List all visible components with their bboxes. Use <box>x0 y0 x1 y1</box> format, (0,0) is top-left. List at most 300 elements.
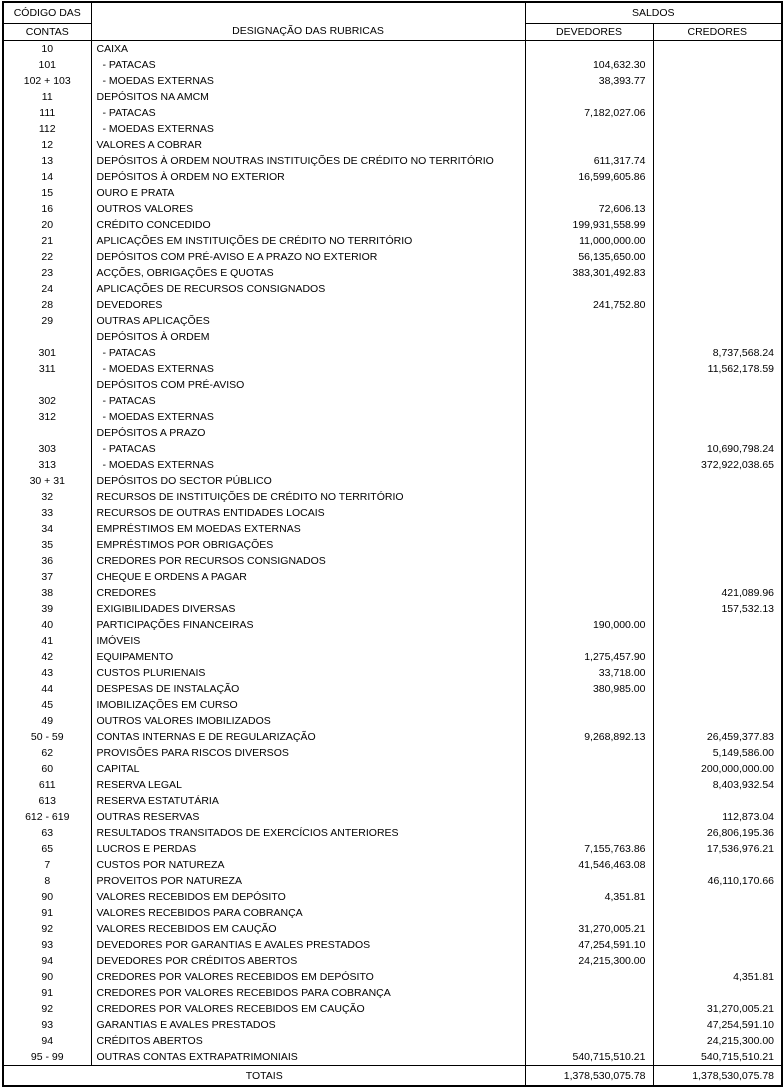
account-code-cell: 14 <box>41 171 54 183</box>
account-code-cell <box>3 425 91 441</box>
table-row <box>3 473 782 489</box>
devedores-cell <box>525 633 653 649</box>
balance-table <box>2 1 783 1087</box>
devedores-cell: 241,752.80 <box>525 297 653 313</box>
devedores-cell: 41,546,463.08 <box>525 857 653 873</box>
devedores-cell: 383,301,492.83 <box>525 265 653 281</box>
table-row <box>3 585 782 601</box>
credores-cell: 47,254,591.10 <box>653 1017 782 1033</box>
table-row <box>3 665 782 681</box>
designation-cell: CONTAS INTERNAS E DE REGULARIZAÇÃO <box>91 729 525 745</box>
code-column-header-line2: CONTAS <box>3 24 91 41</box>
designation-cell: OURO E PRATA <box>91 185 525 201</box>
credores-cell <box>653 105 782 121</box>
account-code-cell: 11 <box>41 91 53 103</box>
credores-cell: 157,532.13 <box>653 601 782 617</box>
table-row <box>3 953 782 969</box>
table-row <box>3 265 782 281</box>
credores-cell <box>653 169 782 185</box>
credores-cell <box>653 377 782 393</box>
credores-cell <box>653 313 782 329</box>
table-row <box>3 1017 782 1033</box>
credores-cell <box>653 201 782 217</box>
table-row <box>3 729 782 745</box>
credores-cell: 421,089.96 <box>653 585 782 601</box>
account-code-cell: 44 <box>41 683 54 695</box>
table-row <box>3 825 782 841</box>
credores-cell: 112,873.04 <box>653 809 782 825</box>
credores-cell: 17,536,976.21 <box>653 841 782 857</box>
account-code-cell: 101 <box>38 59 57 71</box>
devedores-cell: 1,275,457.90 <box>525 649 653 665</box>
designation-cell: DEPÓSITOS A PRAZO <box>91 425 525 441</box>
devedores-cell <box>525 777 653 793</box>
devedores-cell: 4,351.81 <box>525 889 653 905</box>
designation-cell: EMPRÉSTIMOS EM MOEDAS EXTERNAS <box>91 521 525 537</box>
table-row <box>3 137 782 153</box>
account-code-cell: 32 <box>41 491 54 503</box>
account-code-cell: 21 <box>41 235 54 247</box>
account-code-cell: 28 <box>41 299 54 311</box>
devedores-column-header: DEVEDORES <box>525 24 653 41</box>
devedores-cell: 7,155,763.86 <box>525 841 653 857</box>
table-row <box>3 457 782 473</box>
devedores-cell <box>525 761 653 777</box>
table-row <box>3 521 782 537</box>
totals-row <box>3 1066 782 1087</box>
designation-cell: - PATACAS <box>91 57 525 73</box>
account-code-cell: 36 <box>41 555 54 567</box>
designation-cell: - PATACAS <box>91 105 525 121</box>
table-row <box>3 569 782 585</box>
credores-cell <box>653 889 782 905</box>
code-column-header-line1: CÓDIGO DAS <box>3 2 91 24</box>
credores-cell <box>653 921 782 937</box>
account-code-cell: 303 <box>38 443 57 455</box>
devedores-cell <box>525 713 653 729</box>
account-code-cell: 41 <box>41 635 54 647</box>
credores-cell: 5,149,586.00 <box>653 745 782 761</box>
credores-cell: 10,690,798.24 <box>653 441 782 457</box>
devedores-cell <box>525 793 653 809</box>
designation-cell: CHEQUE E ORDENS A PAGAR <box>91 569 525 585</box>
table-row <box>3 745 782 761</box>
devedores-cell <box>525 697 653 713</box>
devedores-cell: 11,000,000.00 <box>525 233 653 249</box>
credores-cell <box>653 121 782 137</box>
account-code-cell: 62 <box>41 747 54 759</box>
devedores-cell <box>525 409 653 425</box>
designation-cell: RECURSOS DE OUTRAS ENTIDADES LOCAIS <box>91 505 525 521</box>
designation-cell: VALORES RECEBIDOS EM CAUÇÃO <box>91 921 525 937</box>
designation-cell: ACÇÕES, OBRIGAÇÕES E QUOTAS <box>91 265 525 281</box>
devedores-cell: 611,317.74 <box>525 153 653 169</box>
credores-cell <box>653 617 782 633</box>
designation-cell: LUCROS E PERDAS <box>91 841 525 857</box>
devedores-cell <box>525 745 653 761</box>
account-code-cell: 33 <box>41 507 54 519</box>
table-row <box>3 697 782 713</box>
table-row <box>3 681 782 697</box>
account-code-cell: 40 <box>41 619 54 631</box>
account-code-cell: 49 <box>41 715 54 727</box>
designation-cell: OUTRAS APLICAÇÕES <box>91 313 525 329</box>
table-row <box>3 985 782 1001</box>
devedores-cell <box>525 1017 653 1033</box>
designation-cell: CREDORES <box>91 585 525 601</box>
account-code-cell: 24 <box>41 283 54 295</box>
credores-cell <box>653 985 782 1001</box>
credores-cell <box>653 489 782 505</box>
devedores-cell <box>525 809 653 825</box>
account-code-cell: 313 <box>38 459 57 471</box>
credores-cell <box>653 473 782 489</box>
designation-cell: PARTICIPAÇÕES FINANCEIRAS <box>91 617 525 633</box>
designation-cell: OUTRAS RESERVAS <box>91 809 525 825</box>
designation-cell: - PATACAS <box>91 441 525 457</box>
account-code-cell: 45 <box>41 699 54 711</box>
credores-cell <box>653 713 782 729</box>
devedores-cell <box>525 585 653 601</box>
table-row <box>3 185 782 201</box>
designation-cell: DEPÓSITOS COM PRÉ-AVISO <box>91 377 525 393</box>
designation-cell: DEPÓSITOS COM PRÉ-AVISO E A PRAZO NO EXTERIOR <box>91 249 525 265</box>
designation-cell: CUSTOS PLURIENAIS <box>91 665 525 681</box>
devedores-cell <box>525 601 653 617</box>
credores-cell <box>653 665 782 681</box>
account-code-cell: 611 <box>38 779 56 791</box>
account-code-cell: 30 + 31 <box>29 475 65 487</box>
account-code-cell: 60 <box>41 763 54 775</box>
account-code-cell: 35 <box>41 539 54 551</box>
designation-cell: EMPRÉSTIMOS POR OBRIGAÇÕES <box>91 537 525 553</box>
credores-cell <box>653 409 782 425</box>
credores-cell <box>653 57 782 73</box>
designation-cell: EQUIPAMENTO <box>91 649 525 665</box>
credores-cell: 4,351.81 <box>653 969 782 985</box>
account-code-cell <box>3 377 91 393</box>
table-row <box>3 217 782 233</box>
designation-cell: CRÉDITOS ABERTOS <box>91 1033 525 1049</box>
designation-cell: APLICAÇÕES EM INSTITUIÇÕES DE CRÉDITO NO TERRITÓRIO <box>91 233 525 249</box>
account-code-cell: 301 <box>38 347 57 359</box>
designation-cell: VALORES RECEBIDOS PARA COBRANÇA <box>91 905 525 921</box>
designation-cell: - PATACAS <box>91 393 525 409</box>
designation-cell: OUTRAS CONTAS EXTRAPATRIMONIAIS <box>91 1049 525 1066</box>
credores-cell: 46,110,170.66 <box>653 873 782 889</box>
credores-cell: 26,806,195.36 <box>653 825 782 841</box>
credores-cell <box>653 937 782 953</box>
account-code-cell: 50 - 59 <box>30 731 64 743</box>
account-code-cell: 34 <box>41 523 54 535</box>
devedores-cell: 199,931,558.99 <box>525 217 653 233</box>
account-code-cell: 8 <box>44 875 51 887</box>
devedores-cell: 7,182,027.06 <box>525 105 653 121</box>
table-row <box>3 377 782 393</box>
table-row <box>3 169 782 185</box>
designation-cell: CREDORES POR VALORES RECEBIDOS EM CAUÇÃO <box>91 1001 525 1017</box>
account-code-cell: 38 <box>41 587 54 599</box>
devedores-cell: 104,632.30 <box>525 57 653 73</box>
devedores-cell <box>525 89 653 105</box>
credores-cell <box>653 217 782 233</box>
devedores-cell <box>525 313 653 329</box>
devedores-cell <box>525 41 653 58</box>
designation-column-header: DESIGNAÇÃO DAS RUBRICAS <box>91 2 525 41</box>
account-code-cell: 312 <box>38 411 57 423</box>
devedores-cell <box>525 425 653 441</box>
designation-cell: CREDORES POR VALORES RECEBIDOS PARA COBRANÇA <box>91 985 525 1001</box>
devedores-cell: 16,599,605.86 <box>525 169 653 185</box>
account-code-cell: 13 <box>41 155 54 167</box>
account-code-cell: 93 <box>41 939 54 951</box>
credores-cell: 26,459,377.83 <box>653 729 782 745</box>
devedores-cell <box>525 489 653 505</box>
account-code-cell <box>3 329 91 345</box>
table-row <box>3 297 782 313</box>
table-footer <box>3 1066 782 1087</box>
devedores-cell <box>525 505 653 521</box>
table-row <box>3 937 782 953</box>
table-header <box>3 2 782 41</box>
designation-cell: - PATACAS <box>91 345 525 361</box>
credores-cell: 200,000,000.00 <box>653 761 782 777</box>
table-row <box>3 1033 782 1049</box>
account-code-cell: 23 <box>41 267 54 279</box>
account-code-cell: 29 <box>41 315 54 327</box>
table-row <box>3 1001 782 1017</box>
devedores-cell: 190,000.00 <box>525 617 653 633</box>
designation-cell: DEPÓSITOS À ORDEM NOUTRAS INSTITUIÇÕES DE CRÉDITO NO TERRITÓRIO <box>91 153 525 169</box>
table-row <box>3 489 782 505</box>
designation-cell: DEPÓSITOS À ORDEM <box>91 329 525 345</box>
devedores-cell <box>525 537 653 553</box>
account-code-cell: 311 <box>38 363 56 375</box>
devedores-cell <box>525 553 653 569</box>
saldos-group-header: SALDOS <box>525 2 782 24</box>
account-code-cell: 90 <box>41 891 54 903</box>
account-code-cell: 92 <box>41 923 54 935</box>
account-code-cell: 94 <box>41 1035 54 1047</box>
totals-credores-value: 1,378,530,075.78 <box>653 1066 782 1087</box>
credores-cell <box>653 425 782 441</box>
account-code-cell: 42 <box>41 651 54 663</box>
credores-cell <box>653 905 782 921</box>
account-code-cell: 10 <box>41 43 54 55</box>
account-code-cell: 65 <box>41 843 54 855</box>
table-row <box>3 761 782 777</box>
account-code-cell: 92 <box>41 1003 54 1015</box>
table-row <box>3 969 782 985</box>
designation-cell: - MOEDAS EXTERNAS <box>91 121 525 137</box>
devedores-cell: 31,270,005.21 <box>525 921 653 937</box>
rows-body <box>3 41 782 1066</box>
designation-cell: IMOBILIZAÇÕES EM CURSO <box>91 697 525 713</box>
credores-cell: 372,922,038.65 <box>653 457 782 473</box>
header-row-1 <box>3 2 782 24</box>
account-code-cell: 22 <box>41 251 54 263</box>
credores-cell <box>653 281 782 297</box>
table-row <box>3 329 782 345</box>
table-row <box>3 233 782 249</box>
credores-cell: 540,715,510.21 <box>653 1049 782 1066</box>
credores-cell: 8,403,932.54 <box>653 777 782 793</box>
account-code-cell: 90 <box>41 971 54 983</box>
devedores-cell: 9,268,892.13 <box>525 729 653 745</box>
table-row <box>3 553 782 569</box>
designation-cell: DEVEDORES <box>91 297 525 313</box>
credores-cell <box>653 329 782 345</box>
devedores-cell: 47,254,591.10 <box>525 937 653 953</box>
account-code-cell: 12 <box>41 139 54 151</box>
table-row <box>3 441 782 457</box>
table-row <box>3 713 782 729</box>
designation-cell: RESERVA LEGAL <box>91 777 525 793</box>
table-row <box>3 249 782 265</box>
credores-cell <box>653 185 782 201</box>
devedores-cell: 540,715,510.21 <box>525 1049 653 1066</box>
table-row <box>3 777 782 793</box>
account-code-cell: 7 <box>44 859 51 871</box>
table-row <box>3 393 782 409</box>
designation-cell: CREDORES POR RECURSOS CONSIGNADOS <box>91 553 525 569</box>
table-row <box>3 793 782 809</box>
table-row <box>3 281 782 297</box>
credores-cell <box>653 953 782 969</box>
devedores-cell: 24,215,300.00 <box>525 953 653 969</box>
devedores-cell <box>525 1001 653 1017</box>
designation-cell: - MOEDAS EXTERNAS <box>91 457 525 473</box>
devedores-cell <box>525 457 653 473</box>
table-row <box>3 649 782 665</box>
account-code-cell: 112 <box>38 123 56 135</box>
devedores-cell <box>525 569 653 585</box>
table-row <box>3 537 782 553</box>
account-code-cell: 94 <box>41 955 54 967</box>
devedores-cell <box>525 345 653 361</box>
account-code-cell: 37 <box>41 571 54 583</box>
designation-cell: CREDORES POR VALORES RECEBIDOS EM DEPÓSITO <box>91 969 525 985</box>
designation-cell: IMÓVEIS <box>91 633 525 649</box>
credores-cell <box>653 73 782 89</box>
designation-cell: VALORES RECEBIDOS EM DEPÓSITO <box>91 889 525 905</box>
devedores-cell: 72,606.13 <box>525 201 653 217</box>
table-row <box>3 121 782 137</box>
credores-cell <box>653 537 782 553</box>
account-code-cell: 16 <box>41 203 54 215</box>
credores-cell <box>653 89 782 105</box>
devedores-cell <box>525 825 653 841</box>
credores-cell <box>653 697 782 713</box>
credores-cell <box>653 857 782 873</box>
devedores-cell: 38,393.77 <box>525 73 653 89</box>
credores-cell <box>653 153 782 169</box>
credores-cell <box>653 297 782 313</box>
table-row <box>3 633 782 649</box>
devedores-cell: 56,135,650.00 <box>525 249 653 265</box>
table-row <box>3 361 782 377</box>
account-code-cell: 612 - 619 <box>25 811 70 823</box>
account-code-cell: 93 <box>41 1019 54 1031</box>
designation-cell: CAPITAL <box>91 761 525 777</box>
account-code-cell: 111 <box>39 107 56 119</box>
credores-cell <box>653 793 782 809</box>
credores-cell <box>653 137 782 153</box>
devedores-cell <box>525 329 653 345</box>
account-code-cell: 102 + 103 <box>23 75 71 87</box>
credores-column-header: CREDORES <box>653 24 782 41</box>
table-row <box>3 201 782 217</box>
devedores-cell: 33,718.00 <box>525 665 653 681</box>
table-row <box>3 153 782 169</box>
account-code-cell: 39 <box>41 603 54 615</box>
table-row <box>3 1049 782 1066</box>
credores-cell <box>653 569 782 585</box>
designation-cell: APLICAÇÕES DE RECURSOS CONSIGNADOS <box>91 281 525 297</box>
credores-cell: 31,270,005.21 <box>653 1001 782 1017</box>
devedores-cell <box>525 521 653 537</box>
account-code-cell: 20 <box>41 219 54 231</box>
table-row <box>3 89 782 105</box>
table-row <box>3 905 782 921</box>
devedores-cell <box>525 361 653 377</box>
devedores-cell <box>525 281 653 297</box>
designation-cell: RESERVA ESTATUTÁRIA <box>91 793 525 809</box>
designation-cell: DEPÓSITOS NA AMCM <box>91 89 525 105</box>
designation-cell: RECURSOS DE INSTITUIÇÕES DE CRÉDITO NO TERRITÓRIO <box>91 489 525 505</box>
credores-cell <box>653 249 782 265</box>
table-row <box>3 41 782 58</box>
table-row <box>3 889 782 905</box>
devedores-cell <box>525 1033 653 1049</box>
designation-cell: - MOEDAS EXTERNAS <box>91 73 525 89</box>
devedores-cell <box>525 377 653 393</box>
devedores-cell <box>525 137 653 153</box>
designation-cell: EXIGIBILIDADES DIVERSAS <box>91 601 525 617</box>
table-row <box>3 601 782 617</box>
totals-devedores-value: 1,378,530,075.78 <box>525 1066 653 1087</box>
account-code-cell: 613 <box>38 795 57 807</box>
credores-cell <box>653 265 782 281</box>
designation-cell: DEVEDORES POR GARANTIAS E AVALES PRESTADOS <box>91 937 525 953</box>
designation-cell: PROVEITOS POR NATUREZA <box>91 873 525 889</box>
designation-cell: GARANTIAS E AVALES PRESTADOS <box>91 1017 525 1033</box>
account-code-cell: 302 <box>38 395 57 407</box>
designation-cell: DEPÓSITOS À ORDEM NO EXTERIOR <box>91 169 525 185</box>
account-code-cell: 43 <box>41 667 54 679</box>
devedores-cell <box>525 985 653 1001</box>
account-code-cell: 63 <box>41 827 54 839</box>
table-row <box>3 921 782 937</box>
table-row <box>3 873 782 889</box>
account-code-cell: 95 - 99 <box>30 1051 64 1063</box>
designation-cell: - MOEDAS EXTERNAS <box>91 361 525 377</box>
table-row <box>3 425 782 441</box>
devedores-cell: 380,985.00 <box>525 681 653 697</box>
designation-cell: VALORES A COBRAR <box>91 137 525 153</box>
devedores-cell <box>525 969 653 985</box>
credores-cell <box>653 649 782 665</box>
credores-cell: 11,562,178.59 <box>653 361 782 377</box>
designation-cell: OUTROS VALORES <box>91 201 525 217</box>
credores-cell <box>653 633 782 649</box>
designation-cell: CAIXA <box>91 41 525 58</box>
designation-cell: CRÉDITO CONCEDIDO <box>91 217 525 233</box>
table-row <box>3 617 782 633</box>
table-row <box>3 345 782 361</box>
designation-cell: DEPÓSITOS DO SECTOR PÚBLICO <box>91 473 525 489</box>
table-row <box>3 105 782 121</box>
